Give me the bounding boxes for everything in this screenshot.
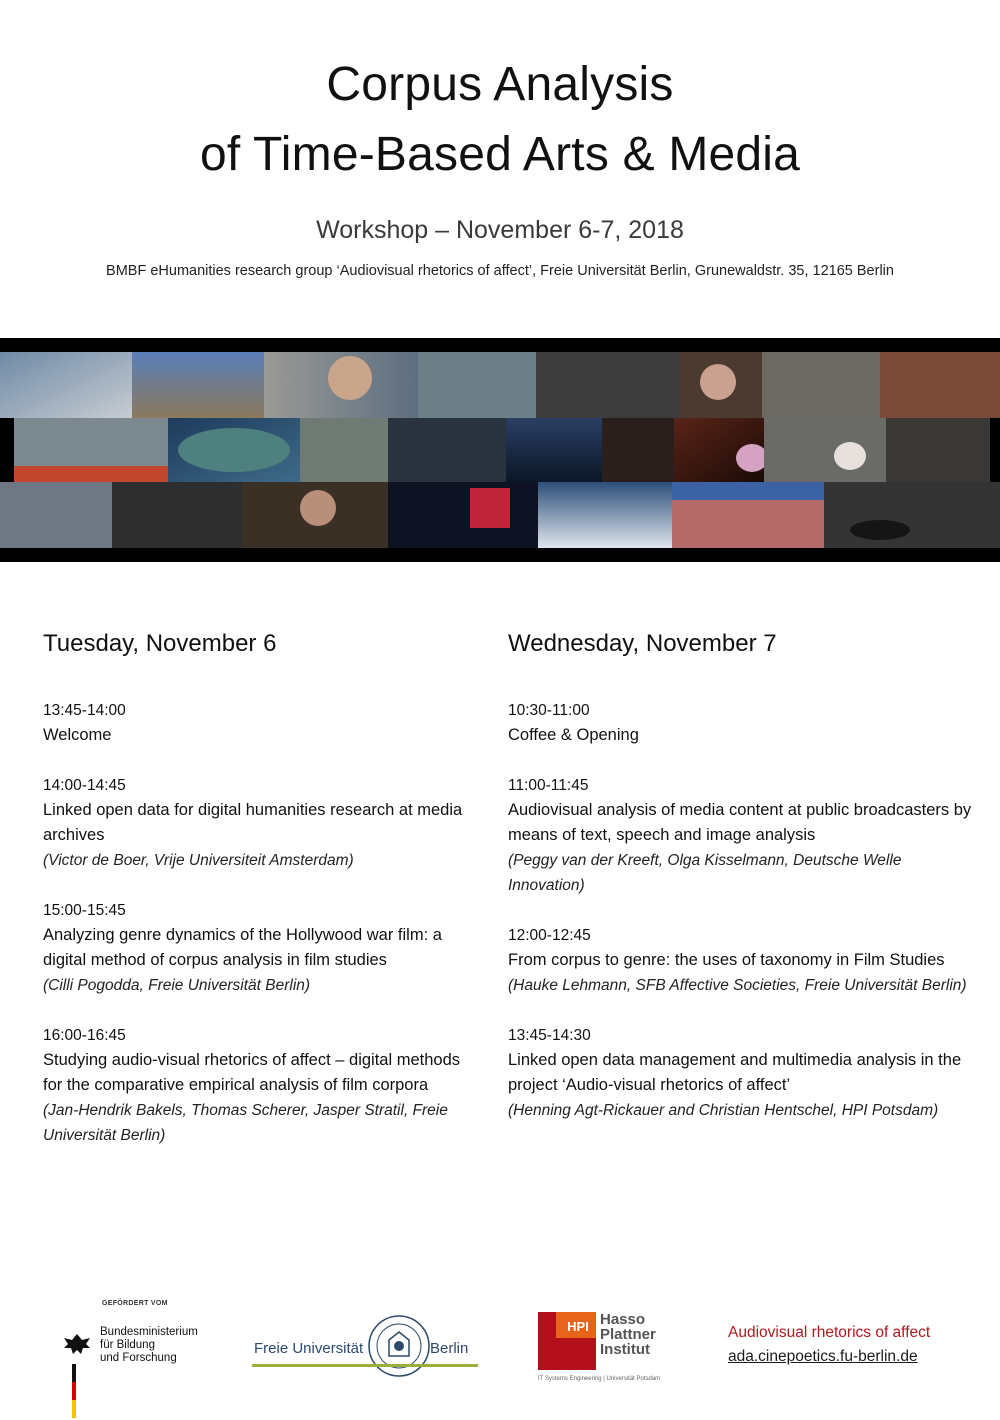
session <box>508 698 978 748</box>
day-wednesday <box>508 630 978 1148</box>
project-url-link[interactable]: ada.cinepoetics.fu-berlin.de <box>728 1348 918 1365</box>
day-heading: Wednesday, November 7 <box>508 630 777 657</box>
session-title: Welcome <box>43 726 112 744</box>
session-title: Analyzing genre dynamics of the Hollywood war film: a digital method of corpus analysis in film studies <box>43 926 442 969</box>
bmbf-funded-label: GEFÖRDERT VOM <box>102 1300 168 1307</box>
session-time: 10:30-11:00 <box>508 702 590 719</box>
session-time: 16:00-16:45 <box>43 1027 126 1044</box>
session-time: 12:00-12:45 <box>508 927 591 944</box>
day-heading: Tuesday, November 6 <box>43 630 277 657</box>
session-speaker: (Cilli Pogodda, Freie Universität Berlin) <box>43 977 311 994</box>
session-time: 13:45-14:30 <box>508 1027 591 1044</box>
title-line-1: Corpus Analysis <box>326 58 674 111</box>
fu-seal-icon <box>367 1314 431 1378</box>
session-speaker: (Hauke Lehmann, SFB Affective Societies, Freie Universität Berlin) <box>508 977 967 994</box>
session-title: Audiovisual analysis of media content at public broadcasters by means of text, speech and image analysis <box>508 801 972 844</box>
eagle-flag-icon <box>62 1330 92 1420</box>
session <box>508 923 978 998</box>
title-line-2: of Time-Based Arts & Media <box>199 128 801 181</box>
hpi-badge-text: HPI <box>567 1319 589 1334</box>
bmbf-name: Bundesministerium für Bildung und Forschung <box>100 1326 198 1364</box>
fu-name-left: Freie Universität <box>254 1340 364 1357</box>
bmbf-logo <box>62 1300 212 1400</box>
session-speaker: (Peggy van der Kreeft, Olga Kisselmann, Deutsche Welle Innovation) <box>508 852 902 894</box>
session <box>43 898 483 998</box>
fu-berlin-logo <box>250 1312 480 1382</box>
session-speaker: (Jan-Hendrik Bakels, Thomas Scherer, Jasper Stratil, Freie Universität Berlin) <box>43 1102 448 1144</box>
film-still-collage <box>0 338 1000 562</box>
project-title: Audiovisual rhetorics of affect <box>728 1324 931 1341</box>
hpi-tagline: IT Systems Engineering | Universität Potsdam <box>538 1376 661 1382</box>
session-time: 11:00-11:45 <box>508 777 589 794</box>
fu-underline <box>252 1364 478 1368</box>
poster-title <box>0 50 1000 190</box>
session-title: Coffee & Opening <box>508 726 639 744</box>
hpi-badge-icon <box>538 1312 596 1370</box>
session-title: Studying audio-visual rhetorics of affect – digital methods for the comparative empirical analysis of film corpora <box>43 1051 461 1094</box>
day-tuesday <box>43 630 483 1173</box>
session-time: 15:00-15:45 <box>43 902 126 919</box>
session <box>43 1023 483 1148</box>
workshop-date: Workshop – November 6-7, 2018 <box>316 216 684 244</box>
hpi-logo <box>538 1310 718 1390</box>
session-title: Linked open data management and multimedia analysis in the project ‘Audio-visual rhetorics of affect’ <box>508 1051 962 1094</box>
session <box>43 773 483 873</box>
session <box>508 1023 978 1123</box>
film-still-banner <box>0 338 1000 562</box>
session-speaker: (Henning Agt-Rickauer and Christian Hentschel, HPI Potsdam) <box>508 1102 939 1119</box>
session-speaker: (Victor de Boer, Vrije Universiteit Amsterdam) <box>43 852 354 869</box>
session-time: 13:45-14:00 <box>43 702 126 719</box>
session <box>43 698 483 748</box>
host-address: BMBF eHumanities research group ‘Audiovisual rhetorics of affect’, Freie Universität Berlin, Grunewaldstr. 35, 12165 Berlin <box>106 263 894 279</box>
session <box>508 773 978 898</box>
fu-name-right: Berlin <box>430 1340 469 1357</box>
sponsor-footer <box>0 1290 1000 1400</box>
hpi-name: Hasso Plattner Institut <box>600 1311 656 1358</box>
session-title: Linked open data for digital humanities research at media archives <box>43 801 463 844</box>
session-title: From corpus to genre: the uses of taxonomy in Film Studies <box>508 951 945 969</box>
session-time: 14:00-14:45 <box>43 777 126 794</box>
